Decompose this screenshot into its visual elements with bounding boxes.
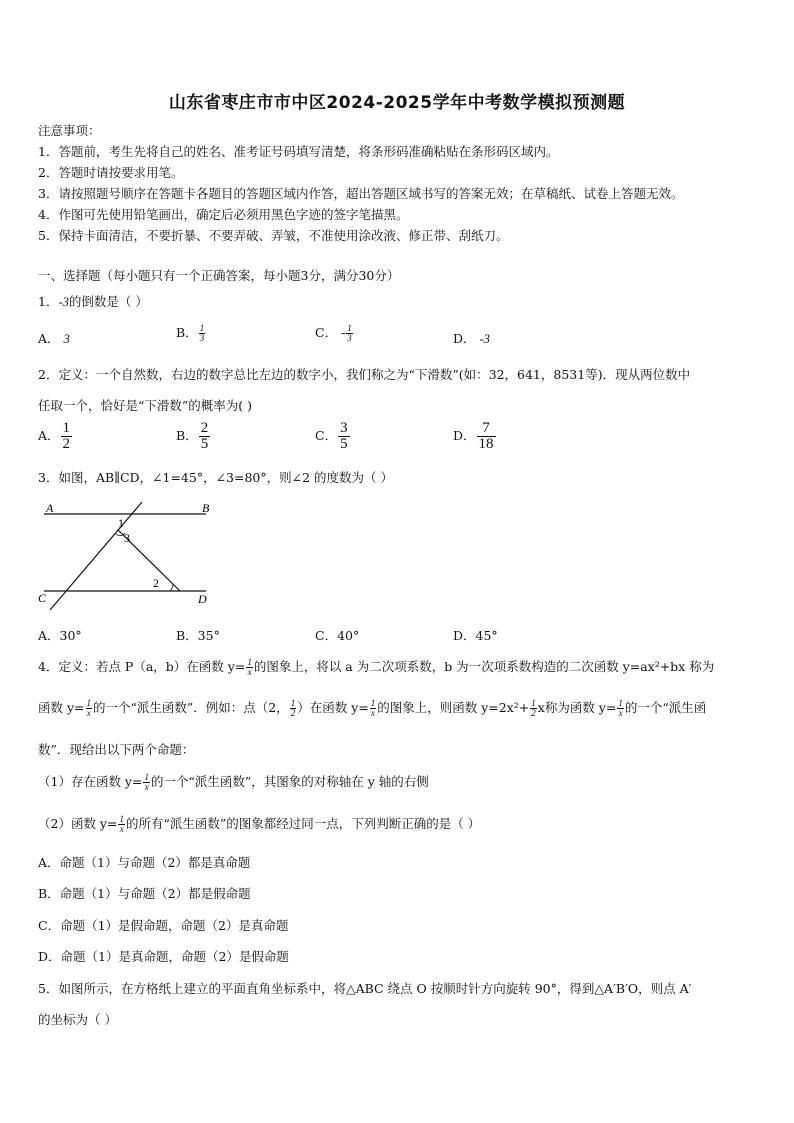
angle-label-1: 1 — [118, 516, 124, 530]
notice-item: 3．请按照题号顺序在答题卡各题目的答题区域内作答，超出答题区域书写的答案无效；在草稿纸、试卷上答题无效。 — [38, 186, 684, 201]
notice-item: 2．答题时请按要求用笔。 — [38, 165, 184, 180]
question-4-line3: 数”．现给出以下两个命题： — [38, 742, 195, 757]
label-a: A — [46, 501, 54, 515]
notice-item: 5．保持卡面清洁，不要折暴、不要弄破、弄皱，不准使用涂改液、修正带、刮纸刀。 — [38, 228, 509, 243]
transversal-line — [50, 502, 142, 610]
q1-option-d[interactable]: D． -3 — [453, 331, 490, 346]
label-b: B — [202, 501, 210, 515]
question-5-line2: 的坐标为（ ） — [38, 1012, 117, 1027]
q4-option-a[interactable]: A．命题（1）与命题（2）都是真命题 — [38, 855, 251, 870]
question-5-line1: 5．如图所示，在方格纸上建立的平面直角坐标系中，将△ABC 绕点 O 按顺时针方向旋转 90°，得到△A′B′O，则点 A′ — [38, 981, 692, 996]
q2-option-d[interactable]: D． $\frac{7}{18}$ — [453, 420, 494, 452]
label-c: C — [38, 591, 47, 605]
q3-option-b[interactable]: B．35° — [176, 628, 220, 643]
parallel-lines-figure — [34, 496, 220, 614]
question-4-line2: 函数 y= $\frac{1}{x}$ 的一个“派生函数”．例如：点（2， $\frac{1}{2}$ ）在函数 y= $\frac{1}{x}$ 的图象上，则函数 y=2x²+ $\frac{1}{2}$ x称为函数 y= $\frac{1}{x}$ 的一个“派生函 — [38, 698, 707, 718]
question-4-proposition-2: （2）函数 y= $\frac{1}{x}$ 的所有“派生函数”的图象都经过同一点，下列判断正确的是（ ） — [38, 814, 481, 834]
q3-option-d[interactable]: D．45° — [453, 628, 498, 643]
question-2-line2: 任取一个，恰好是“下滑数”的概率为( ) — [38, 398, 253, 413]
question-2-line1: 2．定义：一个自然数，右边的数字总比左边的数字小，我们称之为“下滑数”(如：32，641，8531等)．现从两位数中 — [38, 367, 691, 382]
q4-option-b[interactable]: B．命题（1）与命题（2）都是假命题 — [38, 886, 251, 901]
section-heading: 一、选择题（每小题只有一个正确答案，每小题3分，满分30分） — [38, 268, 400, 283]
q2-option-a[interactable]: A． $\frac{1}{2}$ — [38, 420, 71, 452]
q4-option-c[interactable]: C．命题（1）是假命题，命题（2）是真命题 — [38, 918, 289, 933]
angle-2-arc — [170, 584, 173, 591]
angle-label-3: 3 — [124, 531, 130, 545]
notice-item: 1．答题前，考生先将自己的姓名、准考证号码填写清楚，将条形码准确粘贴在条形码区域内。 — [38, 144, 559, 159]
q2-option-b[interactable]: B． $\frac{2}{5}$ — [176, 420, 209, 452]
q1-option-b[interactable]: B． $\frac{1}{3}$ — [176, 323, 205, 343]
notice-item: 4．作图可先使用铅笔画出，确定后必须用黑色字迹的签字笔描黑。 — [38, 207, 409, 222]
notice-heading: 注意事项： — [38, 123, 101, 138]
question-4-proposition-1: （1）存在函数 y= $\frac{1}{x}$ 的一个“派生函数”，其图象的对称轴在 y 轴的右侧 — [38, 772, 429, 792]
q2-option-c[interactable]: C． $\frac{3}{5}$ — [315, 420, 348, 452]
q1-option-c[interactable]: C． - $\frac{1}{3}$ — [315, 323, 352, 343]
q3-option-a[interactable]: A．30° — [38, 628, 82, 643]
question-4-line1: 4．定义：若点 P（a，b）在函数 y= $\frac{1}{x}$ 的图象上，将以 a 为二次项系数，b 为一次项系数构造的二次函数 y=ax²+bx 称为 — [38, 657, 715, 677]
question-1: 1．-3的倒数是（ ） — [38, 294, 148, 309]
label-d: D — [198, 592, 207, 606]
angle-label-2: 2 — [153, 576, 159, 590]
question-3: 3．如图，AB∥CD，∠1=45°，∠3=80°，则∠2 的度数为（ ） — [38, 470, 394, 485]
q3-option-c[interactable]: C．40° — [315, 628, 360, 643]
page-title: 山东省枣庄市市中区2024-2025学年中考数学模拟预测题 — [168, 93, 626, 113]
q1-option-a[interactable]: A． 3 — [38, 331, 70, 346]
q4-option-d[interactable]: D．命题（1）是真命题，命题（2）是假命题 — [38, 949, 289, 964]
